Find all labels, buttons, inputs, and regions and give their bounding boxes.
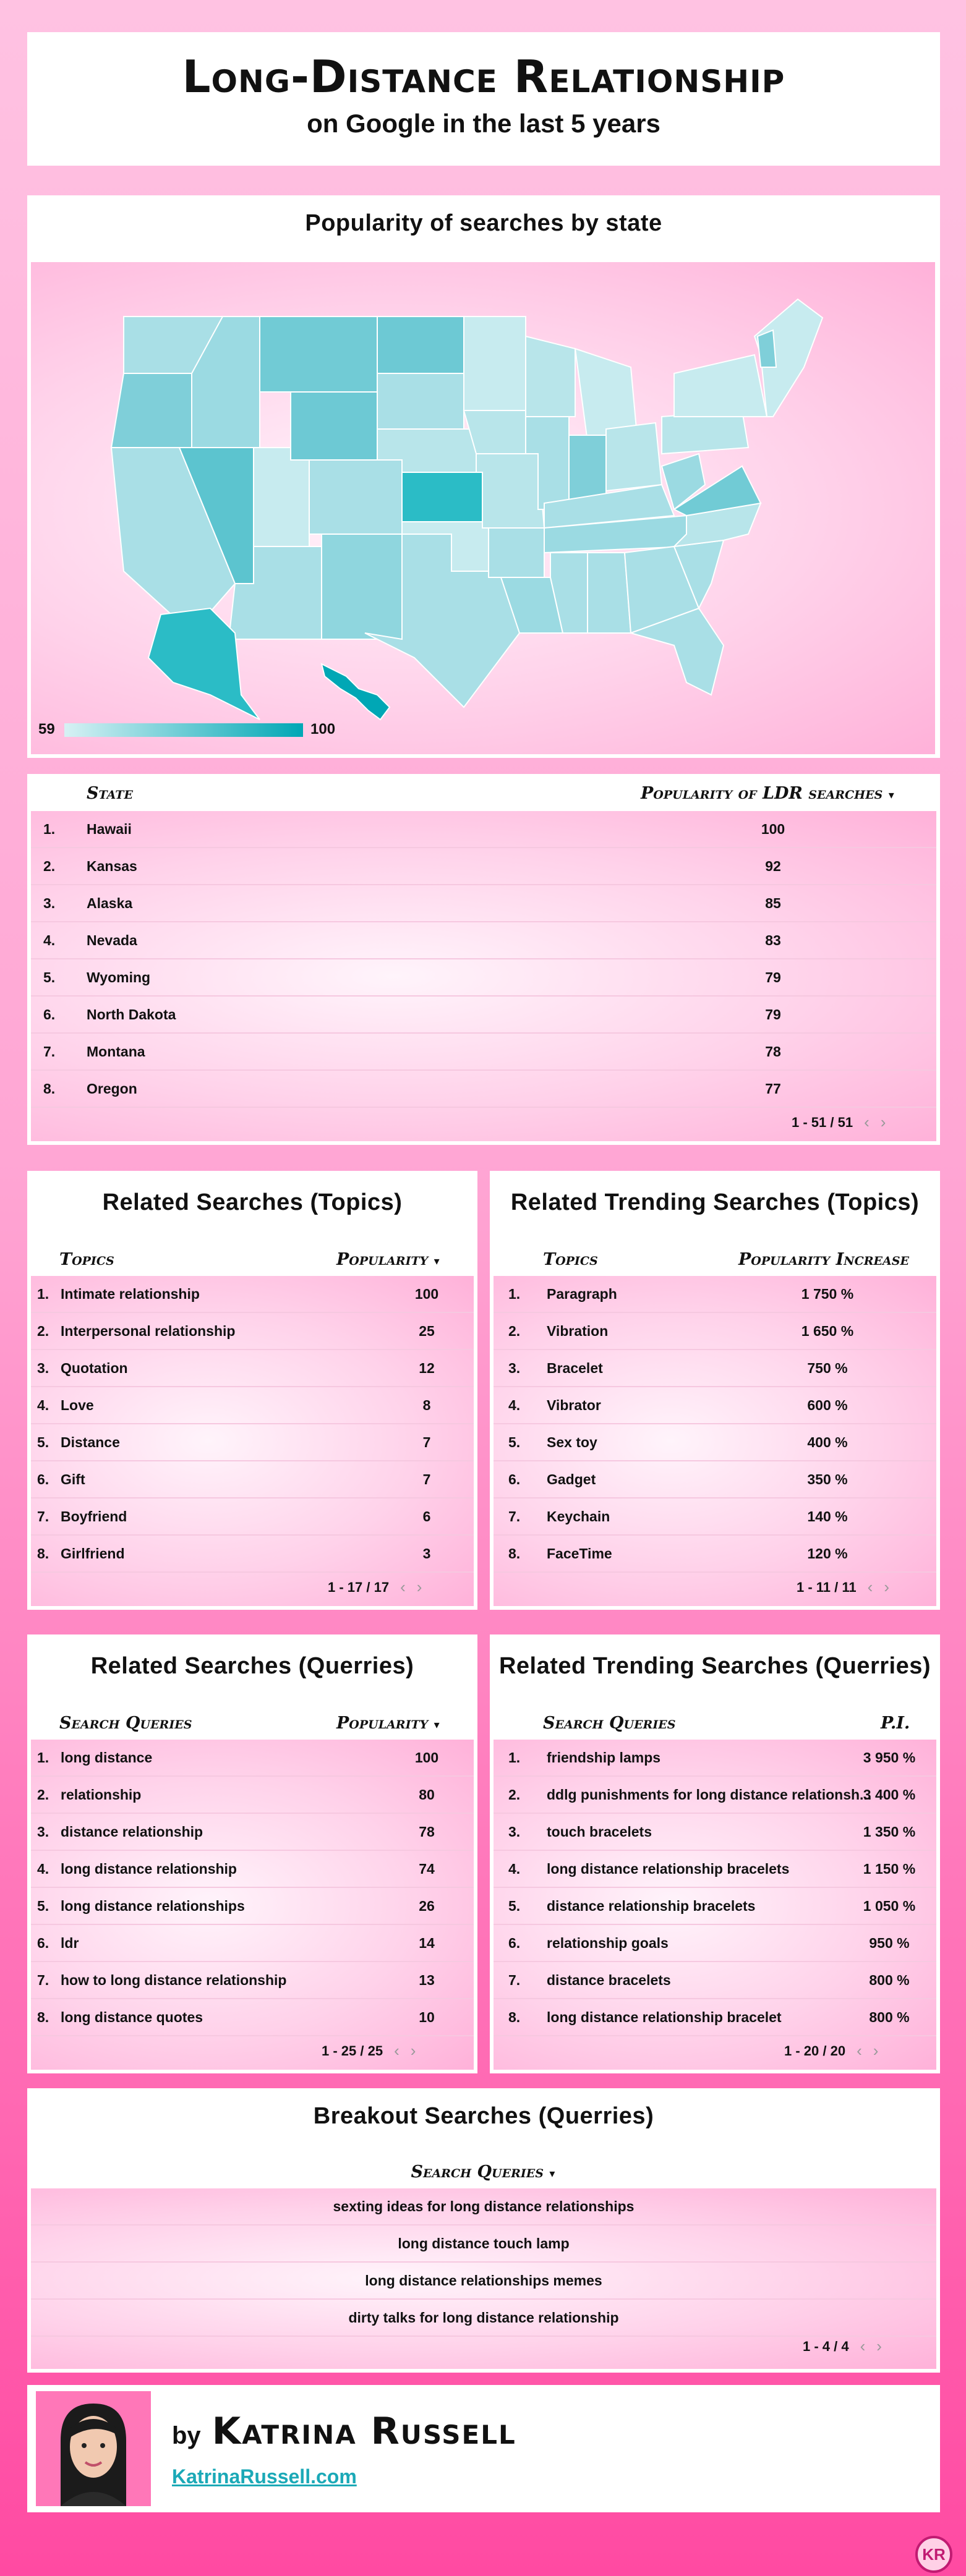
row-rank: 7. xyxy=(37,1508,49,1524)
table-row xyxy=(31,1536,474,1573)
breakout-query: long distance relationships memes xyxy=(365,2272,602,2289)
trending-queries-pager xyxy=(784,2041,878,2060)
list-item xyxy=(31,2300,936,2337)
row-value: 12 xyxy=(419,1359,435,1376)
row-rank: 2. xyxy=(37,1786,49,1803)
row-value: 13 xyxy=(419,1971,435,1988)
state-oregon xyxy=(111,373,192,448)
row-rank: 3. xyxy=(37,1823,49,1840)
row-rank: 5. xyxy=(37,1897,49,1914)
row-value: 140 % xyxy=(807,1508,848,1524)
pager-next-icon[interactable]: › xyxy=(884,1578,889,1596)
pager-next-icon[interactable]: › xyxy=(410,2041,416,2060)
table-row xyxy=(31,1461,474,1498)
kr-logo-text: KR xyxy=(922,2544,946,2564)
state-colorado xyxy=(309,460,402,534)
row-value: 78 xyxy=(765,1043,781,1060)
footer-by: by xyxy=(172,2422,201,2449)
table-row xyxy=(494,1461,936,1498)
map-panel xyxy=(31,262,935,754)
state-wisconsin xyxy=(526,336,575,417)
table-row xyxy=(494,1925,936,1962)
row-value: 100 xyxy=(414,1749,439,1766)
topics-pager xyxy=(328,1578,422,1597)
breakout-query: sexting ideas for long distance relationships xyxy=(333,2198,635,2214)
row-rank: 3. xyxy=(37,1359,49,1376)
row-value: 1 050 % xyxy=(863,1897,916,1914)
table-row xyxy=(494,1498,936,1536)
row-rank: 4. xyxy=(37,1396,49,1413)
row-value: 79 xyxy=(765,1006,781,1022)
row-value: 14 xyxy=(419,1934,435,1951)
row-rank: 1. xyxy=(37,1285,49,1302)
trending-queries-title: Related Trending Searches (Querries) xyxy=(498,1653,931,1679)
row-value: 77 xyxy=(765,1080,781,1097)
state-kansas xyxy=(402,472,482,522)
row-label: Wyoming xyxy=(87,969,151,985)
queries-col2-label: Popularity xyxy=(336,1714,429,1733)
pager-range: 1 - 11 / 11 xyxy=(797,1579,857,1595)
row-label: relationship xyxy=(61,1786,142,1803)
row-label: Hawaii xyxy=(87,820,132,837)
table-row xyxy=(494,1962,936,1999)
row-value: 80 xyxy=(419,1786,435,1803)
row-label: Gift xyxy=(61,1471,85,1487)
pager-range: 1 - 51 / 51 xyxy=(792,1114,853,1130)
trending-topics-pager xyxy=(797,1578,889,1597)
row-rank: 6. xyxy=(508,1471,521,1487)
row-label: distance bracelets xyxy=(547,1971,671,1988)
topics-table xyxy=(31,1276,474,1606)
row-value: 600 % xyxy=(807,1396,848,1413)
table-row xyxy=(494,1814,936,1851)
row-rank: 1. xyxy=(37,1749,49,1766)
row-rank: 4. xyxy=(43,932,56,948)
row-rank: 6. xyxy=(43,1006,56,1022)
table-row xyxy=(31,1387,474,1424)
pager-next-icon[interactable]: › xyxy=(416,1578,422,1596)
breakout-col[interactable] xyxy=(0,2162,966,2182)
row-rank: 7. xyxy=(37,1971,49,1988)
breakout-pager xyxy=(803,2337,882,2356)
table-row xyxy=(31,811,936,848)
legend-min: 59 xyxy=(38,721,55,738)
avatar xyxy=(36,2391,151,2506)
row-label: relationship goals xyxy=(547,1934,669,1951)
row-label: how to long distance relationship xyxy=(61,1971,287,1988)
table-row xyxy=(494,1740,936,1777)
row-rank: 6. xyxy=(508,1934,521,1951)
row-rank: 1. xyxy=(508,1749,521,1766)
table-row xyxy=(31,959,936,997)
table-row xyxy=(31,885,936,922)
pager-range: 1 - 20 / 20 xyxy=(784,2043,846,2059)
row-label: Alaska xyxy=(87,895,133,911)
trending-queries-col2[interactable]: P.I. xyxy=(881,1714,910,1733)
header-card xyxy=(27,32,940,166)
row-label: touch bracelets xyxy=(547,1823,652,1840)
table-row xyxy=(31,1071,936,1108)
table-row xyxy=(494,1424,936,1461)
row-label: long distance xyxy=(61,1749,153,1766)
row-label: long distance relationship xyxy=(61,1860,237,1877)
row-label: North Dakota xyxy=(87,1006,176,1022)
state-utah xyxy=(254,448,309,546)
row-value: 83 xyxy=(765,932,781,948)
list-item xyxy=(31,2263,936,2300)
topics-col2-label: Popularity xyxy=(336,1250,429,1269)
state-alabama xyxy=(588,553,631,633)
row-value: 3 400 % xyxy=(863,1786,916,1803)
row-rank: 8. xyxy=(37,2009,49,2025)
row-rank: 5. xyxy=(37,1434,49,1450)
row-value: 6 xyxy=(422,1508,431,1524)
queries-col1[interactable]: Search Queries xyxy=(59,1714,192,1733)
row-value: 1 650 % xyxy=(801,1322,854,1339)
row-label: Distance xyxy=(61,1434,120,1450)
pager-next-icon[interactable]: › xyxy=(880,1113,886,1131)
table-row xyxy=(31,1350,474,1387)
row-rank: 6. xyxy=(37,1934,49,1951)
topics-col2[interactable] xyxy=(336,1250,440,1269)
row-value: 7 xyxy=(422,1471,431,1487)
table-row xyxy=(31,1888,474,1925)
map-title: Popularity of searches by state xyxy=(305,210,662,236)
row-label: Paragraph xyxy=(547,1285,617,1302)
row-label: Quotation xyxy=(61,1359,128,1376)
row-label: Montana xyxy=(87,1043,145,1060)
breakout-col-label: Search Queries xyxy=(411,2162,544,2182)
trending-topics-col2[interactable]: Popularity Increase xyxy=(738,1250,909,1269)
row-label: Nevada xyxy=(87,932,137,948)
trending-queries-col1[interactable]: Search Queries xyxy=(543,1714,676,1733)
row-label: ldr xyxy=(61,1934,79,1951)
row-rank: 7. xyxy=(508,1508,521,1524)
pager-next-icon[interactable]: › xyxy=(876,2337,882,2355)
state-wyoming xyxy=(291,392,377,460)
row-value: 78 xyxy=(419,1823,435,1840)
row-label: long distance relationship bracelet xyxy=(547,2009,782,2025)
row-rank: 4. xyxy=(508,1396,521,1413)
author-link[interactable]: KatrinaRussell.com xyxy=(172,2465,357,2488)
breakout-table xyxy=(31,2188,936,2369)
row-label: Intimate relationship xyxy=(61,1285,200,1302)
row-label: Interpersonal relationship xyxy=(61,1322,236,1339)
table-row xyxy=(31,1962,474,1999)
state-missouri xyxy=(476,454,544,528)
row-rank: 2. xyxy=(508,1786,521,1803)
row-value: 950 % xyxy=(869,1934,910,1951)
legend-max: 100 xyxy=(310,721,336,738)
page-title: Long-Distance Relationship xyxy=(182,51,785,103)
row-label: long distance relationship bracelets xyxy=(547,1860,790,1877)
pager-prev-icon[interactable]: ‹ xyxy=(394,2041,400,2060)
row-label: long distance relationships xyxy=(61,1897,245,1914)
row-value: 92 xyxy=(765,857,781,874)
row-label: FaceTime xyxy=(547,1545,612,1562)
row-label: Boyfriend xyxy=(61,1508,127,1524)
row-label: Kansas xyxy=(87,857,137,874)
row-label: long distance quotes xyxy=(61,2009,203,2025)
table-row xyxy=(494,1777,936,1814)
row-rank: 5. xyxy=(43,969,56,985)
pager-prev-icon[interactable]: ‹ xyxy=(860,2337,866,2355)
list-item xyxy=(31,2188,936,2225)
table-row xyxy=(31,922,936,959)
page-subtitle: on Google in the last 5 years xyxy=(307,109,660,138)
table-row xyxy=(31,1814,474,1851)
row-rank: 1. xyxy=(508,1285,521,1302)
queries-table xyxy=(31,1740,474,2070)
table-row xyxy=(31,1313,474,1350)
pager-range: 1 - 25 / 25 xyxy=(322,2043,383,2059)
author-name: Katrina Russell xyxy=(212,2410,516,2453)
trending-queries-table xyxy=(494,1740,936,2070)
row-value: 800 % xyxy=(869,2009,910,2025)
row-rank: 7. xyxy=(43,1043,56,1060)
table-row xyxy=(494,1851,936,1888)
kr-logo-icon xyxy=(915,2536,952,2573)
row-rank: 6. xyxy=(37,1471,49,1487)
table-row xyxy=(31,1034,936,1071)
row-value: 350 % xyxy=(807,1471,848,1487)
list-item xyxy=(31,2225,936,2263)
row-value: 26 xyxy=(419,1897,435,1914)
row-value: 25 xyxy=(419,1322,435,1339)
row-rank: 7. xyxy=(508,1971,521,1988)
row-value: 74 xyxy=(419,1860,435,1877)
topics-title: Related Searches (Topics) xyxy=(102,1189,403,1215)
state-north-dakota xyxy=(377,317,464,373)
row-label: Gadget xyxy=(547,1471,596,1487)
us-map xyxy=(31,262,935,754)
row-rank: 8. xyxy=(508,2009,521,2025)
row-label: Girlfriend xyxy=(61,1545,125,1562)
row-label: Keychain xyxy=(547,1508,610,1524)
row-value: 120 % xyxy=(807,1545,848,1562)
row-rank: 4. xyxy=(508,1860,521,1877)
pager-prev-icon[interactable]: ‹ xyxy=(867,1578,873,1596)
state-new-york xyxy=(674,355,767,417)
row-label: Sex toy xyxy=(547,1434,597,1450)
row-value: 3 950 % xyxy=(863,1749,916,1766)
row-label: friendship lamps xyxy=(547,1749,661,1766)
trending-topics-title: Related Trending Searches (Topics) xyxy=(510,1189,920,1215)
state-ohio xyxy=(606,423,662,491)
row-rank: 3. xyxy=(43,895,56,911)
state-south-dakota xyxy=(377,373,464,429)
caret-down-icon: ▾ xyxy=(888,789,894,802)
table-row xyxy=(31,1999,474,2036)
row-value: 1 150 % xyxy=(863,1860,916,1877)
row-value: 10 xyxy=(419,2009,435,2025)
row-label: ddlg punishments for long distance relationsh... xyxy=(547,1786,872,1803)
row-value: 3 xyxy=(422,1545,431,1562)
state-pager xyxy=(792,1113,886,1132)
pager-range: 1 - 4 / 4 xyxy=(803,2338,849,2354)
pager-prev-icon[interactable]: ‹ xyxy=(400,1578,406,1596)
row-rank: 5. xyxy=(508,1897,521,1914)
row-rank: 2. xyxy=(508,1322,521,1339)
queries-col2[interactable] xyxy=(336,1714,440,1733)
row-label: distance relationship xyxy=(61,1823,203,1840)
table-row xyxy=(494,1387,936,1424)
table-row xyxy=(31,1777,474,1814)
table-row xyxy=(31,1498,474,1536)
col-header-popularity-label: Popularity of LDR searches xyxy=(641,784,883,803)
row-value: 8 xyxy=(422,1396,431,1413)
col-header-state[interactable]: State xyxy=(87,784,133,803)
pager-range: 1 - 17 / 17 xyxy=(328,1579,390,1595)
breakout-query: dirty talks for long distance relationship xyxy=(348,2309,619,2326)
breakout-title: Breakout Searches (Querries) xyxy=(313,2103,654,2129)
caret-down-icon: ▾ xyxy=(434,1719,440,1732)
row-rank: 8. xyxy=(37,1545,49,1562)
state-minnesota xyxy=(464,317,526,410)
state-new-mexico xyxy=(322,534,402,639)
topics-col1[interactable]: Topics xyxy=(59,1250,114,1269)
table-row xyxy=(31,1851,474,1888)
row-value: 400 % xyxy=(807,1434,848,1450)
state-indiana xyxy=(569,435,606,503)
caret-down-icon: ▾ xyxy=(549,2167,555,2180)
row-value: 1 350 % xyxy=(863,1823,916,1840)
row-rank: 8. xyxy=(508,1545,521,1562)
table-row xyxy=(31,1424,474,1461)
trending-topics-col1[interactable]: Topics xyxy=(543,1250,598,1269)
row-rank: 2. xyxy=(37,1322,49,1339)
row-rank: 2. xyxy=(43,857,56,874)
queries-title: Related Searches (Querries) xyxy=(90,1653,414,1679)
table-row xyxy=(31,848,936,885)
table-row xyxy=(494,1999,936,2036)
row-rank: 5. xyxy=(508,1434,521,1450)
row-value: 7 xyxy=(422,1434,431,1450)
queries-pager xyxy=(322,2041,416,2060)
trending-topics-table xyxy=(494,1276,936,1606)
row-value: 79 xyxy=(765,969,781,985)
table-row xyxy=(31,1925,474,1962)
row-value: 800 % xyxy=(869,1971,910,1988)
breakout-query: long distance touch lamp xyxy=(398,2235,570,2251)
footer-card xyxy=(27,2385,940,2512)
table-row xyxy=(494,1276,936,1313)
row-rank: 4. xyxy=(37,1860,49,1877)
row-label: Vibrator xyxy=(547,1396,601,1413)
table-row xyxy=(494,1536,936,1573)
table-row xyxy=(494,1313,936,1350)
caret-down-icon: ▾ xyxy=(434,1255,440,1268)
row-value: 100 xyxy=(414,1285,439,1302)
state-arkansas xyxy=(489,528,544,577)
col-header-popularity[interactable] xyxy=(641,784,894,803)
row-value: 1 750 % xyxy=(801,1285,854,1302)
state-vermont xyxy=(758,330,776,367)
row-value: 100 xyxy=(761,820,785,837)
state-table xyxy=(31,811,936,1141)
row-label: Love xyxy=(61,1396,94,1413)
row-value: 85 xyxy=(765,895,781,911)
row-label: Oregon xyxy=(87,1080,137,1097)
state-montana xyxy=(260,317,377,392)
row-label: Bracelet xyxy=(547,1359,603,1376)
row-label: Vibration xyxy=(547,1322,609,1339)
row-rank: 1. xyxy=(43,820,56,837)
row-value: 750 % xyxy=(807,1359,848,1376)
row-rank: 3. xyxy=(508,1359,521,1376)
map-legend-bar xyxy=(64,723,303,737)
pager-prev-icon[interactable]: ‹ xyxy=(864,1113,870,1131)
pager-prev-icon[interactable]: ‹ xyxy=(857,2041,862,2060)
row-rank: 3. xyxy=(508,1823,521,1840)
row-label: distance relationship bracelets xyxy=(547,1897,756,1914)
table-row xyxy=(31,997,936,1034)
table-row xyxy=(494,1350,936,1387)
pager-next-icon[interactable]: › xyxy=(873,2041,879,2060)
table-row xyxy=(31,1740,474,1777)
table-row xyxy=(494,1888,936,1925)
state-hawaii xyxy=(322,664,390,720)
row-rank: 8. xyxy=(43,1080,56,1097)
table-row xyxy=(31,1276,474,1313)
